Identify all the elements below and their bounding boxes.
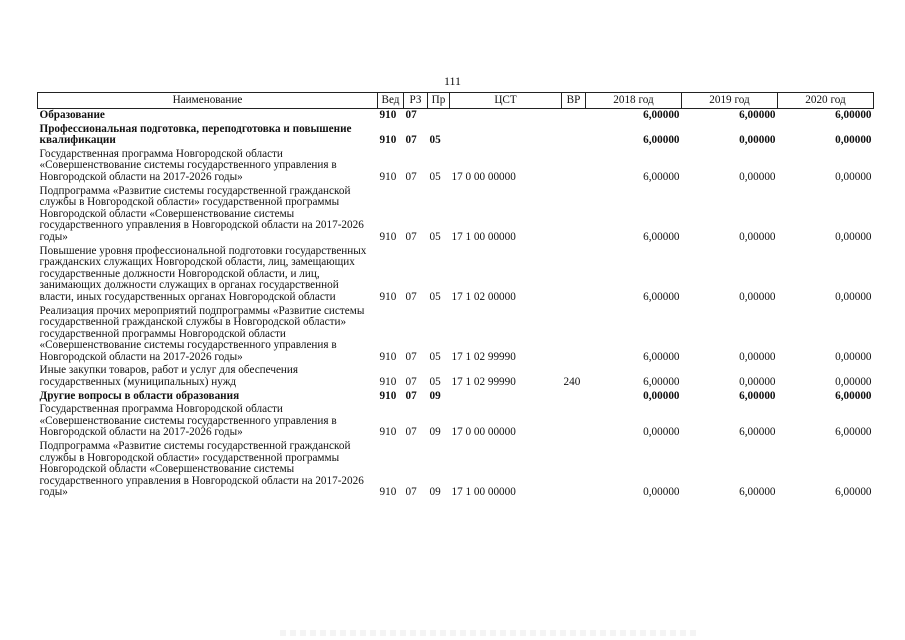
row-pr: 05 bbox=[429, 290, 441, 303]
row-rz: 07 bbox=[405, 230, 417, 243]
row-vr bbox=[562, 403, 586, 440]
row-2020: 6,00000 bbox=[835, 486, 872, 499]
budget-table bbox=[37, 92, 874, 500]
col-header-2020: 2020 год bbox=[778, 93, 874, 109]
col-header-pr: Пр bbox=[428, 93, 450, 109]
row-vr: 240 bbox=[563, 376, 581, 389]
row-rz: 07 bbox=[405, 426, 417, 439]
table-row bbox=[38, 185, 874, 245]
row-rz: 07 bbox=[405, 170, 417, 183]
page-number: 111 bbox=[443, 74, 462, 88]
row-ved: 910 bbox=[379, 350, 397, 363]
row-ved: 910 bbox=[379, 290, 397, 303]
table-row bbox=[38, 148, 874, 185]
row-pr: 05 bbox=[429, 134, 441, 147]
row-rz: 07 bbox=[405, 134, 417, 147]
row-ved: 910 bbox=[379, 109, 397, 121]
row-vr bbox=[562, 305, 586, 365]
row-ved: 910 bbox=[379, 486, 397, 499]
row-2019: 6,00000 bbox=[739, 486, 776, 499]
row-rz: 07 bbox=[405, 486, 417, 499]
row-name: Государственная программа Новгородской области «Совершенствование системы государственного управления в Новгородской области на 2017-2026 годы» bbox=[39, 403, 337, 439]
row-2018: 6,00000 bbox=[643, 170, 680, 183]
row-2020: 6,00000 bbox=[835, 109, 872, 121]
row-pr: 09 bbox=[429, 426, 441, 439]
row-rz: 07 bbox=[405, 376, 417, 389]
row-ved: 910 bbox=[379, 230, 397, 243]
row-2018: 0,00000 bbox=[643, 426, 680, 439]
scan-artifact bbox=[280, 630, 700, 636]
row-cst: 17 1 02 99990 bbox=[451, 350, 516, 363]
row-name: Иные закупки товаров, работ и услуг для обеспечения государственных (муниципальных) нужд bbox=[39, 364, 299, 389]
row-cst: 17 1 02 00000 bbox=[451, 290, 516, 303]
row-2018: 6,00000 bbox=[643, 134, 680, 147]
row-rz: 07 bbox=[405, 109, 417, 121]
row-2018: 0,00000 bbox=[643, 389, 680, 402]
row-name: Другие вопросы в области образования bbox=[39, 389, 240, 402]
row-2019: 6,00000 bbox=[739, 389, 776, 402]
row-rz: 07 bbox=[405, 290, 417, 303]
row-2020: 0,00000 bbox=[835, 376, 872, 389]
row-pr bbox=[428, 109, 450, 123]
row-pr: 05 bbox=[429, 350, 441, 363]
row-ved: 910 bbox=[379, 426, 397, 439]
row-pr: 09 bbox=[429, 389, 441, 402]
row-ved: 910 bbox=[379, 170, 397, 183]
row-vr bbox=[562, 109, 586, 123]
row-cst bbox=[450, 123, 562, 148]
row-cst bbox=[450, 390, 562, 404]
table-row bbox=[38, 245, 874, 305]
row-name: Подпрограмма «Развитие системы государственной гражданской службы в Новгородской области» государственной программы Новгородской области «Совершенствование системы государственного управления в Новгородской области на 2017-2026 годы» bbox=[39, 440, 364, 499]
col-header-2018: 2018 год bbox=[586, 93, 682, 109]
row-2020: 0,00000 bbox=[835, 134, 872, 147]
row-2018: 0,00000 bbox=[643, 486, 680, 499]
table-row bbox=[38, 305, 874, 365]
table-row bbox=[38, 440, 874, 500]
row-name: Профессиональная подготовка, переподготовка и повышение квалификации bbox=[39, 122, 352, 147]
row-2019: 0,00000 bbox=[739, 350, 776, 363]
col-header-2019: 2019 год bbox=[682, 93, 778, 109]
row-name: Реализация прочих мероприятий подпрограммы «Развитие системы государственной гражданской службы в Новгородской области» государственной программы Новгородской области «Совершенствование системы государственного управления в Новгородской области на 2017-2026 годы» bbox=[39, 304, 365, 363]
row-vr bbox=[562, 390, 586, 404]
row-vr bbox=[562, 440, 586, 500]
table-row bbox=[38, 390, 874, 404]
row-2019: 6,00000 bbox=[739, 426, 776, 439]
row-vr bbox=[562, 185, 586, 245]
row-cst: 17 1 00 00000 bbox=[451, 230, 516, 243]
row-2018: 6,00000 bbox=[643, 376, 680, 389]
row-vr bbox=[562, 245, 586, 305]
row-2020: 6,00000 bbox=[835, 389, 872, 402]
table-header-row bbox=[38, 93, 874, 109]
table-row bbox=[38, 364, 874, 389]
row-pr: 05 bbox=[429, 230, 441, 243]
row-cst: 17 0 00 00000 bbox=[451, 426, 516, 439]
col-header-ved: Вед bbox=[378, 93, 404, 109]
row-2020: 0,00000 bbox=[835, 230, 872, 243]
row-2018: 6,00000 bbox=[643, 230, 680, 243]
row-2020: 0,00000 bbox=[835, 350, 872, 363]
row-vr bbox=[562, 148, 586, 185]
col-header-name: Наименование bbox=[38, 93, 378, 109]
row-2020: 6,00000 bbox=[835, 426, 872, 439]
row-rz: 07 bbox=[405, 350, 417, 363]
row-2019: 0,00000 bbox=[739, 170, 776, 183]
row-cst: 17 1 02 99990 bbox=[451, 376, 516, 389]
row-2019: 6,00000 bbox=[739, 109, 776, 121]
row-2018: 6,00000 bbox=[643, 350, 680, 363]
row-cst: 17 0 00 00000 bbox=[451, 170, 516, 183]
row-name: Повышение уровня профессиональной подготовки государственных гражданских служащих Новгородской области, лиц, замещающих государственные должности Новгородской области, и лиц, занимающих должности служащих в органах государственной власти, иных государственных органах Новгородской области bbox=[39, 244, 367, 303]
row-name: Образование bbox=[39, 109, 105, 121]
row-cst: 17 1 00 00000 bbox=[451, 486, 516, 499]
row-pr: 05 bbox=[429, 376, 441, 389]
table-row bbox=[38, 403, 874, 440]
row-2020: 0,00000 bbox=[835, 290, 872, 303]
table-row bbox=[38, 109, 874, 123]
row-ved: 910 bbox=[379, 134, 397, 147]
row-2019: 0,00000 bbox=[739, 290, 776, 303]
row-2018: 6,00000 bbox=[643, 290, 680, 303]
row-2019: 0,00000 bbox=[739, 376, 776, 389]
row-name: Подпрограмма «Развитие системы государственной гражданской службы в Новгородской области» государственной программы Новгородской области «Совершенствование системы государственного управления в Новгородской области на 2017-2026 годы» bbox=[39, 184, 364, 243]
row-ved: 910 bbox=[379, 376, 397, 389]
row-rz: 07 bbox=[405, 389, 417, 402]
row-2019: 0,00000 bbox=[739, 134, 776, 147]
col-header-cst: ЦСТ bbox=[450, 93, 562, 109]
row-vr bbox=[562, 123, 586, 148]
row-pr: 05 bbox=[429, 170, 441, 183]
row-name: Государственная программа Новгородской области «Совершенствование системы государственного управления в Новгородской области на 2017-2026 годы» bbox=[39, 147, 337, 183]
row-2018: 6,00000 bbox=[643, 109, 680, 121]
row-pr: 09 bbox=[429, 486, 441, 499]
row-ved: 910 bbox=[379, 389, 397, 402]
col-header-vr: ВР bbox=[562, 93, 586, 109]
col-header-rz: РЗ bbox=[404, 93, 428, 109]
table-row bbox=[38, 123, 874, 148]
row-cst bbox=[450, 109, 562, 123]
row-2019: 0,00000 bbox=[739, 230, 776, 243]
row-2020: 0,00000 bbox=[835, 170, 872, 183]
